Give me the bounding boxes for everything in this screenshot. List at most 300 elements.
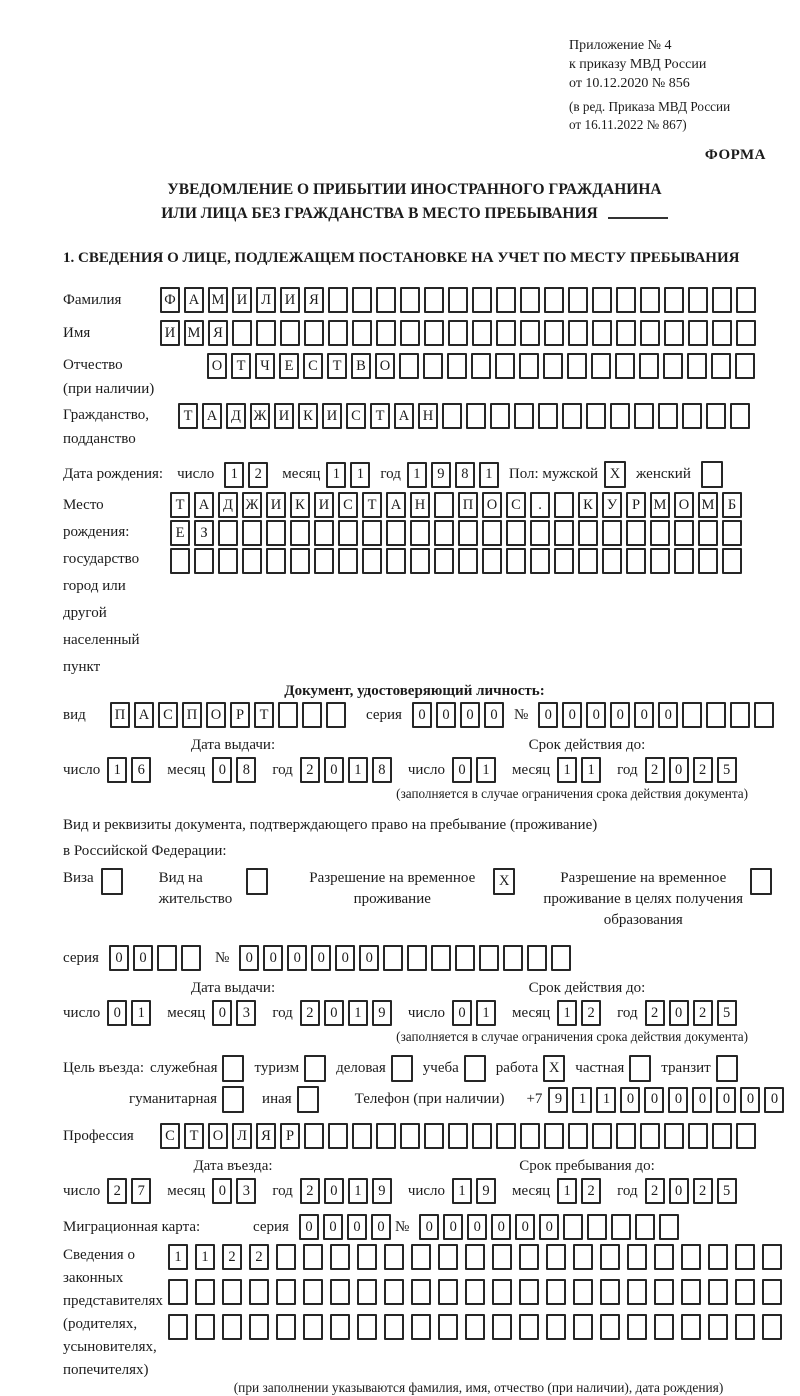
char-cell[interactable]: О bbox=[207, 353, 227, 379]
char-cell[interactable]: 1 bbox=[572, 1087, 592, 1113]
char-cell[interactable]: 0 bbox=[443, 1214, 463, 1240]
char-cell[interactable]: 0 bbox=[620, 1087, 640, 1113]
char-cell[interactable] bbox=[503, 945, 523, 971]
char-cell[interactable] bbox=[303, 1244, 323, 1270]
char-cell[interactable] bbox=[627, 1314, 647, 1340]
char-cell[interactable]: О bbox=[674, 492, 694, 518]
char-cell[interactable]: Ф bbox=[160, 287, 180, 313]
char-cell[interactable] bbox=[362, 548, 382, 574]
char-cell[interactable]: 8 bbox=[236, 757, 256, 783]
char-cell[interactable]: 0 bbox=[515, 1214, 535, 1240]
char-cell[interactable]: 1 bbox=[224, 462, 244, 488]
char-cell[interactable]: О bbox=[482, 492, 502, 518]
char-cell[interactable] bbox=[278, 702, 298, 728]
char-cell[interactable]: 9 bbox=[372, 1178, 392, 1204]
char-cell[interactable]: 0 bbox=[562, 702, 582, 728]
char-cell[interactable] bbox=[424, 320, 444, 346]
char-cell[interactable] bbox=[530, 520, 550, 546]
char-cell[interactable] bbox=[304, 320, 324, 346]
char-cell[interactable] bbox=[706, 702, 726, 728]
char-cell[interactable] bbox=[568, 287, 588, 313]
char-cell[interactable] bbox=[586, 403, 606, 429]
char-cell[interactable]: 1 bbox=[348, 757, 368, 783]
char-cell[interactable] bbox=[664, 1123, 684, 1149]
char-cell[interactable]: 0 bbox=[452, 1000, 472, 1026]
char-cell[interactable]: Н bbox=[418, 403, 438, 429]
char-cell[interactable] bbox=[496, 1123, 516, 1149]
char-cell[interactable]: Т bbox=[170, 492, 190, 518]
char-cell[interactable] bbox=[266, 520, 286, 546]
char-cell[interactable] bbox=[458, 520, 478, 546]
char-cell[interactable]: 0 bbox=[539, 1214, 559, 1240]
char-cell[interactable]: 2 bbox=[645, 1000, 665, 1026]
char-cell[interactable] bbox=[663, 353, 683, 379]
char-cell[interactable] bbox=[735, 1314, 755, 1340]
char-cell[interactable] bbox=[157, 945, 177, 971]
char-cell[interactable]: О bbox=[206, 702, 226, 728]
char-cell[interactable] bbox=[482, 520, 502, 546]
char-cell[interactable]: 3 bbox=[236, 1000, 256, 1026]
char-cell[interactable]: 0 bbox=[133, 945, 153, 971]
char-cell[interactable]: 0 bbox=[412, 702, 432, 728]
char-cell[interactable] bbox=[592, 287, 612, 313]
char-cell[interactable] bbox=[674, 520, 694, 546]
char-cell[interactable]: С bbox=[346, 403, 366, 429]
char-cell[interactable]: 0 bbox=[212, 1178, 232, 1204]
char-cell[interactable]: 1 bbox=[168, 1244, 188, 1270]
char-cell[interactable] bbox=[276, 1279, 296, 1305]
char-cell[interactable] bbox=[506, 520, 526, 546]
char-cell[interactable] bbox=[492, 1279, 512, 1305]
char-cell[interactable]: 0 bbox=[419, 1214, 439, 1240]
char-cell[interactable] bbox=[754, 702, 774, 728]
char-cell[interactable]: В bbox=[351, 353, 371, 379]
char-cell[interactable]: А bbox=[134, 702, 154, 728]
char-cell[interactable] bbox=[448, 287, 468, 313]
char-cell[interactable]: К bbox=[578, 492, 598, 518]
char-cell[interactable] bbox=[194, 548, 214, 574]
char-cell[interactable] bbox=[573, 1279, 593, 1305]
char-cell[interactable] bbox=[472, 287, 492, 313]
char-cell[interactable] bbox=[674, 548, 694, 574]
char-cell[interactable] bbox=[600, 1244, 620, 1270]
char-cell[interactable] bbox=[424, 287, 444, 313]
char-cell[interactable] bbox=[544, 287, 564, 313]
char-cell[interactable]: 1 bbox=[581, 757, 601, 783]
char-cell[interactable]: 1 bbox=[107, 757, 127, 783]
char-cell[interactable] bbox=[195, 1279, 215, 1305]
char-cell[interactable] bbox=[610, 403, 630, 429]
char-cell[interactable] bbox=[706, 403, 726, 429]
char-cell[interactable] bbox=[735, 1244, 755, 1270]
char-cell[interactable]: 2 bbox=[693, 1178, 713, 1204]
char-cell[interactable] bbox=[654, 1244, 674, 1270]
char-cell[interactable]: 0 bbox=[586, 702, 606, 728]
char-cell[interactable] bbox=[687, 353, 707, 379]
char-cell[interactable]: 0 bbox=[324, 1000, 344, 1026]
char-cell[interactable]: 0 bbox=[634, 702, 654, 728]
char-cell[interactable]: С bbox=[506, 492, 526, 518]
char-cell[interactable] bbox=[338, 520, 358, 546]
char-cell[interactable] bbox=[326, 702, 346, 728]
char-cell[interactable] bbox=[546, 1314, 566, 1340]
char-cell[interactable] bbox=[520, 320, 540, 346]
char-cell[interactable]: 1 bbox=[476, 1000, 496, 1026]
temp-residence-education-checkbox[interactable] bbox=[750, 868, 772, 895]
char-cell[interactable] bbox=[399, 353, 419, 379]
char-cell[interactable] bbox=[492, 1314, 512, 1340]
char-cell[interactable] bbox=[698, 520, 718, 546]
char-cell[interactable] bbox=[352, 287, 372, 313]
char-cell[interactable]: П bbox=[110, 702, 130, 728]
char-cell[interactable] bbox=[712, 287, 732, 313]
char-cell[interactable] bbox=[506, 548, 526, 574]
char-cell[interactable] bbox=[712, 1123, 732, 1149]
char-cell[interactable]: 0 bbox=[764, 1087, 784, 1113]
char-cell[interactable] bbox=[181, 945, 201, 971]
char-cell[interactable]: И bbox=[274, 403, 294, 429]
char-cell[interactable] bbox=[376, 287, 396, 313]
char-cell[interactable] bbox=[578, 520, 598, 546]
char-cell[interactable]: 2 bbox=[300, 1178, 320, 1204]
char-cell[interactable] bbox=[407, 945, 427, 971]
char-cell[interactable] bbox=[362, 520, 382, 546]
char-cell[interactable] bbox=[708, 1314, 728, 1340]
char-cell[interactable] bbox=[514, 403, 534, 429]
char-cell[interactable]: И bbox=[266, 492, 286, 518]
char-cell[interactable] bbox=[352, 320, 372, 346]
char-cell[interactable]: 1 bbox=[476, 757, 496, 783]
char-cell[interactable] bbox=[530, 548, 550, 574]
char-cell[interactable]: Н bbox=[410, 492, 430, 518]
char-cell[interactable] bbox=[600, 1314, 620, 1340]
char-cell[interactable] bbox=[698, 548, 718, 574]
char-cell[interactable]: 1 bbox=[195, 1244, 215, 1270]
char-cell[interactable] bbox=[276, 1314, 296, 1340]
char-cell[interactable] bbox=[448, 320, 468, 346]
purpose-transit-checkbox[interactable] bbox=[716, 1055, 738, 1082]
char-cell[interactable] bbox=[519, 1314, 539, 1340]
char-cell[interactable]: И bbox=[322, 403, 342, 429]
char-cell[interactable]: 0 bbox=[716, 1087, 736, 1113]
char-cell[interactable]: 0 bbox=[669, 1178, 689, 1204]
char-cell[interactable] bbox=[423, 353, 443, 379]
char-cell[interactable]: Л bbox=[232, 1123, 252, 1149]
char-cell[interactable] bbox=[640, 320, 660, 346]
char-cell[interactable] bbox=[654, 1314, 674, 1340]
char-cell[interactable]: 0 bbox=[109, 945, 129, 971]
char-cell[interactable] bbox=[357, 1314, 377, 1340]
char-cell[interactable] bbox=[681, 1279, 701, 1305]
char-cell[interactable]: А bbox=[394, 403, 414, 429]
char-cell[interactable] bbox=[290, 520, 310, 546]
char-cell[interactable]: С bbox=[160, 1123, 180, 1149]
char-cell[interactable] bbox=[411, 1244, 431, 1270]
char-cell[interactable]: 1 bbox=[348, 1000, 368, 1026]
char-cell[interactable]: 9 bbox=[431, 462, 451, 488]
purpose-official-checkbox[interactable] bbox=[222, 1055, 244, 1082]
char-cell[interactable] bbox=[736, 320, 756, 346]
char-cell[interactable] bbox=[762, 1244, 782, 1270]
char-cell[interactable] bbox=[578, 548, 598, 574]
char-cell[interactable] bbox=[602, 520, 622, 546]
char-cell[interactable]: С bbox=[303, 353, 323, 379]
char-cell[interactable]: 0 bbox=[287, 945, 307, 971]
char-cell[interactable]: 7 bbox=[131, 1178, 151, 1204]
char-cell[interactable] bbox=[434, 548, 454, 574]
char-cell[interactable] bbox=[592, 1123, 612, 1149]
char-cell[interactable] bbox=[567, 353, 587, 379]
char-cell[interactable] bbox=[168, 1279, 188, 1305]
char-cell[interactable] bbox=[634, 403, 654, 429]
char-cell[interactable] bbox=[626, 520, 646, 546]
char-cell[interactable]: . bbox=[530, 492, 550, 518]
char-cell[interactable] bbox=[546, 1244, 566, 1270]
char-cell[interactable]: 0 bbox=[359, 945, 379, 971]
char-cell[interactable]: 1 bbox=[557, 1178, 577, 1204]
residence-permit-checkbox[interactable] bbox=[246, 868, 268, 895]
char-cell[interactable] bbox=[458, 548, 478, 574]
char-cell[interactable] bbox=[249, 1279, 269, 1305]
char-cell[interactable]: С bbox=[158, 702, 178, 728]
char-cell[interactable]: 1 bbox=[326, 462, 346, 488]
char-cell[interactable] bbox=[465, 1279, 485, 1305]
char-cell[interactable] bbox=[280, 320, 300, 346]
char-cell[interactable]: С bbox=[338, 492, 358, 518]
char-cell[interactable] bbox=[735, 353, 755, 379]
char-cell[interactable]: 9 bbox=[548, 1087, 568, 1113]
char-cell[interactable] bbox=[736, 287, 756, 313]
char-cell[interactable] bbox=[290, 548, 310, 574]
char-cell[interactable] bbox=[434, 520, 454, 546]
char-cell[interactable] bbox=[626, 548, 646, 574]
char-cell[interactable] bbox=[276, 1244, 296, 1270]
char-cell[interactable] bbox=[591, 353, 611, 379]
char-cell[interactable] bbox=[411, 1279, 431, 1305]
char-cell[interactable] bbox=[266, 548, 286, 574]
char-cell[interactable] bbox=[554, 520, 574, 546]
char-cell[interactable]: З bbox=[194, 520, 214, 546]
sex-male-checkbox[interactable]: X bbox=[604, 461, 626, 488]
char-cell[interactable] bbox=[711, 353, 731, 379]
char-cell[interactable] bbox=[688, 320, 708, 346]
char-cell[interactable] bbox=[466, 403, 486, 429]
char-cell[interactable] bbox=[708, 1279, 728, 1305]
char-cell[interactable] bbox=[495, 353, 515, 379]
char-cell[interactable]: 0 bbox=[335, 945, 355, 971]
char-cell[interactable]: Я bbox=[208, 320, 228, 346]
char-cell[interactable]: 0 bbox=[436, 702, 456, 728]
char-cell[interactable]: 0 bbox=[484, 702, 504, 728]
visa-checkbox[interactable] bbox=[101, 868, 123, 895]
char-cell[interactable]: Е bbox=[170, 520, 190, 546]
char-cell[interactable]: Д bbox=[218, 492, 238, 518]
char-cell[interactable] bbox=[400, 1123, 420, 1149]
char-cell[interactable] bbox=[496, 320, 516, 346]
char-cell[interactable] bbox=[218, 548, 238, 574]
char-cell[interactable] bbox=[376, 1123, 396, 1149]
char-cell[interactable]: К bbox=[290, 492, 310, 518]
char-cell[interactable]: 0 bbox=[669, 1000, 689, 1026]
char-cell[interactable]: И bbox=[314, 492, 334, 518]
char-cell[interactable]: 8 bbox=[372, 757, 392, 783]
char-cell[interactable] bbox=[563, 1214, 583, 1240]
char-cell[interactable] bbox=[330, 1279, 350, 1305]
char-cell[interactable]: М bbox=[184, 320, 204, 346]
char-cell[interactable] bbox=[168, 1314, 188, 1340]
char-cell[interactable]: И bbox=[280, 287, 300, 313]
char-cell[interactable] bbox=[442, 403, 462, 429]
char-cell[interactable]: Т bbox=[254, 702, 274, 728]
char-cell[interactable] bbox=[551, 945, 571, 971]
char-cell[interactable]: Ч bbox=[255, 353, 275, 379]
char-cell[interactable] bbox=[664, 320, 684, 346]
char-cell[interactable] bbox=[195, 1314, 215, 1340]
char-cell[interactable]: Б bbox=[722, 492, 742, 518]
char-cell[interactable] bbox=[554, 492, 574, 518]
char-cell[interactable] bbox=[600, 1279, 620, 1305]
char-cell[interactable] bbox=[616, 320, 636, 346]
char-cell[interactable] bbox=[658, 403, 678, 429]
char-cell[interactable] bbox=[328, 320, 348, 346]
char-cell[interactable]: 2 bbox=[645, 1178, 665, 1204]
char-cell[interactable] bbox=[438, 1244, 458, 1270]
char-cell[interactable] bbox=[357, 1244, 377, 1270]
char-cell[interactable] bbox=[400, 287, 420, 313]
char-cell[interactable] bbox=[573, 1314, 593, 1340]
char-cell[interactable] bbox=[492, 1244, 512, 1270]
char-cell[interactable] bbox=[357, 1279, 377, 1305]
char-cell[interactable] bbox=[681, 1314, 701, 1340]
char-cell[interactable] bbox=[424, 1123, 444, 1149]
char-cell[interactable] bbox=[438, 1279, 458, 1305]
char-cell[interactable]: А bbox=[202, 403, 222, 429]
char-cell[interactable] bbox=[520, 1123, 540, 1149]
char-cell[interactable] bbox=[304, 1123, 324, 1149]
char-cell[interactable] bbox=[546, 1279, 566, 1305]
char-cell[interactable]: 8 bbox=[455, 462, 475, 488]
char-cell[interactable]: М bbox=[208, 287, 228, 313]
char-cell[interactable]: 6 bbox=[131, 757, 151, 783]
char-cell[interactable]: 3 bbox=[236, 1178, 256, 1204]
char-cell[interactable]: 1 bbox=[350, 462, 370, 488]
char-cell[interactable]: 0 bbox=[491, 1214, 511, 1240]
char-cell[interactable] bbox=[568, 320, 588, 346]
char-cell[interactable]: О bbox=[208, 1123, 228, 1149]
char-cell[interactable] bbox=[384, 1244, 404, 1270]
char-cell[interactable] bbox=[640, 1123, 660, 1149]
char-cell[interactable] bbox=[640, 287, 660, 313]
char-cell[interactable] bbox=[722, 520, 742, 546]
char-cell[interactable]: Д bbox=[226, 403, 246, 429]
temp-residence-checkbox[interactable]: X bbox=[493, 868, 515, 895]
char-cell[interactable] bbox=[242, 520, 262, 546]
char-cell[interactable] bbox=[682, 702, 702, 728]
char-cell[interactable]: 0 bbox=[658, 702, 678, 728]
purpose-humanitarian-checkbox[interactable] bbox=[222, 1086, 244, 1113]
char-cell[interactable] bbox=[587, 1214, 607, 1240]
char-cell[interactable] bbox=[328, 1123, 348, 1149]
char-cell[interactable] bbox=[520, 287, 540, 313]
char-cell[interactable] bbox=[538, 403, 558, 429]
char-cell[interactable]: Я bbox=[304, 287, 324, 313]
char-cell[interactable] bbox=[330, 1314, 350, 1340]
char-cell[interactable] bbox=[448, 1123, 468, 1149]
char-cell[interactable]: У bbox=[602, 492, 622, 518]
char-cell[interactable] bbox=[352, 1123, 372, 1149]
char-cell[interactable] bbox=[490, 403, 510, 429]
char-cell[interactable]: 1 bbox=[557, 1000, 577, 1026]
char-cell[interactable]: П bbox=[458, 492, 478, 518]
char-cell[interactable]: А bbox=[386, 492, 406, 518]
char-cell[interactable] bbox=[302, 702, 322, 728]
char-cell[interactable] bbox=[735, 1279, 755, 1305]
char-cell[interactable] bbox=[482, 548, 502, 574]
char-cell[interactable]: Р bbox=[280, 1123, 300, 1149]
char-cell[interactable] bbox=[222, 1279, 242, 1305]
char-cell[interactable]: А bbox=[194, 492, 214, 518]
char-cell[interactable] bbox=[615, 353, 635, 379]
char-cell[interactable]: О bbox=[375, 353, 395, 379]
char-cell[interactable] bbox=[411, 1314, 431, 1340]
char-cell[interactable]: 0 bbox=[644, 1087, 664, 1113]
char-cell[interactable]: 0 bbox=[467, 1214, 487, 1240]
char-cell[interactable]: 1 bbox=[452, 1178, 472, 1204]
char-cell[interactable]: Р bbox=[626, 492, 646, 518]
char-cell[interactable] bbox=[543, 353, 563, 379]
char-cell[interactable] bbox=[465, 1314, 485, 1340]
char-cell[interactable] bbox=[650, 548, 670, 574]
purpose-business-checkbox[interactable] bbox=[391, 1055, 413, 1082]
char-cell[interactable] bbox=[736, 1123, 756, 1149]
char-cell[interactable] bbox=[314, 520, 334, 546]
char-cell[interactable] bbox=[544, 1123, 564, 1149]
char-cell[interactable] bbox=[383, 945, 403, 971]
char-cell[interactable] bbox=[616, 1123, 636, 1149]
char-cell[interactable] bbox=[249, 1314, 269, 1340]
char-cell[interactable] bbox=[328, 287, 348, 313]
char-cell[interactable]: Т bbox=[184, 1123, 204, 1149]
char-cell[interactable] bbox=[431, 945, 451, 971]
char-cell[interactable] bbox=[627, 1279, 647, 1305]
char-cell[interactable] bbox=[479, 945, 499, 971]
char-cell[interactable] bbox=[602, 548, 622, 574]
char-cell[interactable] bbox=[519, 1244, 539, 1270]
char-cell[interactable]: Р bbox=[230, 702, 250, 728]
char-cell[interactable]: А bbox=[184, 287, 204, 313]
char-cell[interactable]: 2 bbox=[645, 757, 665, 783]
char-cell[interactable] bbox=[438, 1314, 458, 1340]
char-cell[interactable] bbox=[447, 353, 467, 379]
char-cell[interactable]: 0 bbox=[610, 702, 630, 728]
char-cell[interactable]: 9 bbox=[372, 1000, 392, 1026]
char-cell[interactable]: 0 bbox=[371, 1214, 391, 1240]
char-cell[interactable] bbox=[386, 520, 406, 546]
char-cell[interactable] bbox=[722, 548, 742, 574]
char-cell[interactable]: 1 bbox=[407, 462, 427, 488]
char-cell[interactable] bbox=[472, 320, 492, 346]
char-cell[interactable] bbox=[659, 1214, 679, 1240]
char-cell[interactable] bbox=[222, 1314, 242, 1340]
char-cell[interactable] bbox=[611, 1214, 631, 1240]
char-cell[interactable]: 2 bbox=[107, 1178, 127, 1204]
purpose-work-checkbox[interactable]: X bbox=[543, 1055, 565, 1082]
char-cell[interactable]: Т bbox=[327, 353, 347, 379]
char-cell[interactable] bbox=[762, 1314, 782, 1340]
char-cell[interactable] bbox=[330, 1244, 350, 1270]
char-cell[interactable] bbox=[627, 1244, 647, 1270]
char-cell[interactable]: 0 bbox=[324, 757, 344, 783]
